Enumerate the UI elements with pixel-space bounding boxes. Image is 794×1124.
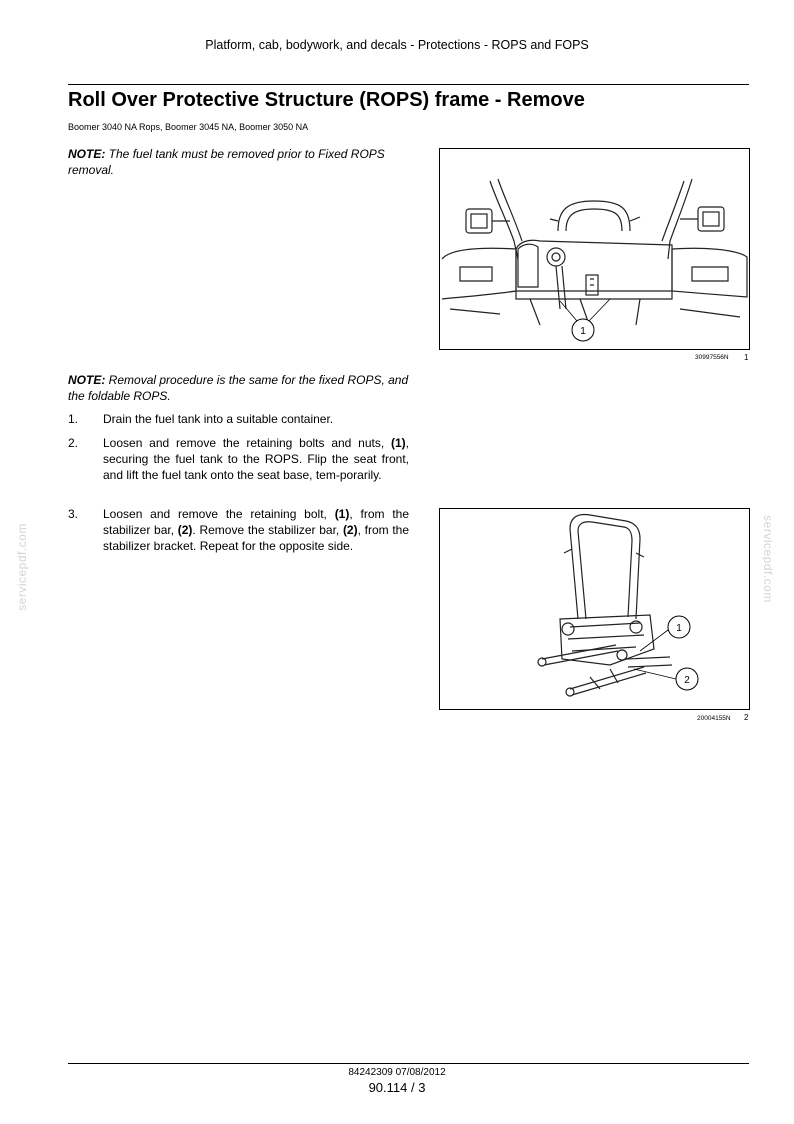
step-text xyxy=(103,506,409,554)
watermark-right: servicepdf.com xyxy=(760,515,775,603)
step-text-part: , securing the fuel tank to the ROPS. Flip the seat front, and lift the fuel tank onto the seat base, tem-porarily. xyxy=(103,436,409,482)
step-1 xyxy=(68,411,410,431)
step-text xyxy=(103,411,409,427)
step-number: 1. xyxy=(68,412,79,426)
fuel-tank-illustration xyxy=(440,149,749,349)
note-label: NOTE: xyxy=(68,147,106,161)
watermark-left: servicepdf.com xyxy=(14,523,29,611)
page-title: Roll Over Protective Structure (ROPS) frame - Remove xyxy=(68,89,585,111)
figure-1-number: 1 xyxy=(744,353,749,362)
note-2 xyxy=(68,372,410,404)
stabilizer-illustration xyxy=(440,509,749,709)
figure-2-stabilizer xyxy=(439,508,750,710)
page-header: Platform, cab, bodywork, and decals - Protections - ROPS and FOPS xyxy=(205,38,589,52)
note-1 xyxy=(68,146,410,178)
step-number: 3. xyxy=(68,507,79,521)
step-2 xyxy=(68,435,410,501)
step-text-part: , from the stabilizer bracket. Repeat for the opposite side. xyxy=(103,523,410,553)
figure-2-id: 20004155N xyxy=(697,715,731,722)
step-text-part: , from the stabilizer bar, xyxy=(103,507,409,537)
figure-2-number: 2 xyxy=(744,713,749,722)
page-number: 90.114 / 3 xyxy=(368,1080,426,1095)
callout-ref: (1) xyxy=(390,436,406,450)
note-label: NOTE: xyxy=(68,373,106,387)
step-number: 2. xyxy=(68,436,79,450)
footer-doc-id: 84242309 07/08/2012 xyxy=(348,1067,446,1078)
step-3 xyxy=(68,506,410,572)
callout-2: 2 xyxy=(684,675,690,686)
step-text-part: . Remove the stabilizer bar, xyxy=(192,523,343,537)
applies-to: Boomer 3040 NA Rops, Boomer 3045 NA, Boomer 3050 NA xyxy=(68,122,309,132)
step-text xyxy=(103,435,409,483)
callout-ref: (2) xyxy=(177,523,193,537)
callout-ref: (2) xyxy=(342,523,358,537)
callout-1: 1 xyxy=(676,623,682,634)
header-rule xyxy=(68,84,749,85)
footer-rule xyxy=(68,1063,749,1064)
note-text: The fuel tank must be removed prior to Fixed ROPS removal. xyxy=(68,147,385,177)
figure-1-id: 30997556N xyxy=(695,354,729,361)
callout-ref: (1) xyxy=(334,507,350,521)
step-text-part: Loosen and remove the retaining bolts and nuts, xyxy=(103,436,391,450)
step-text-part: Drain the fuel tank into a suitable container. xyxy=(103,412,334,426)
step-text-part: Loosen and remove the retaining bolt, xyxy=(103,507,335,521)
note-text: Removal procedure is the same for the fixed ROPS, and the foldable ROPS. xyxy=(68,373,409,403)
figure-1-fuel-tank xyxy=(439,148,750,350)
callout-1: 1 xyxy=(580,326,586,337)
